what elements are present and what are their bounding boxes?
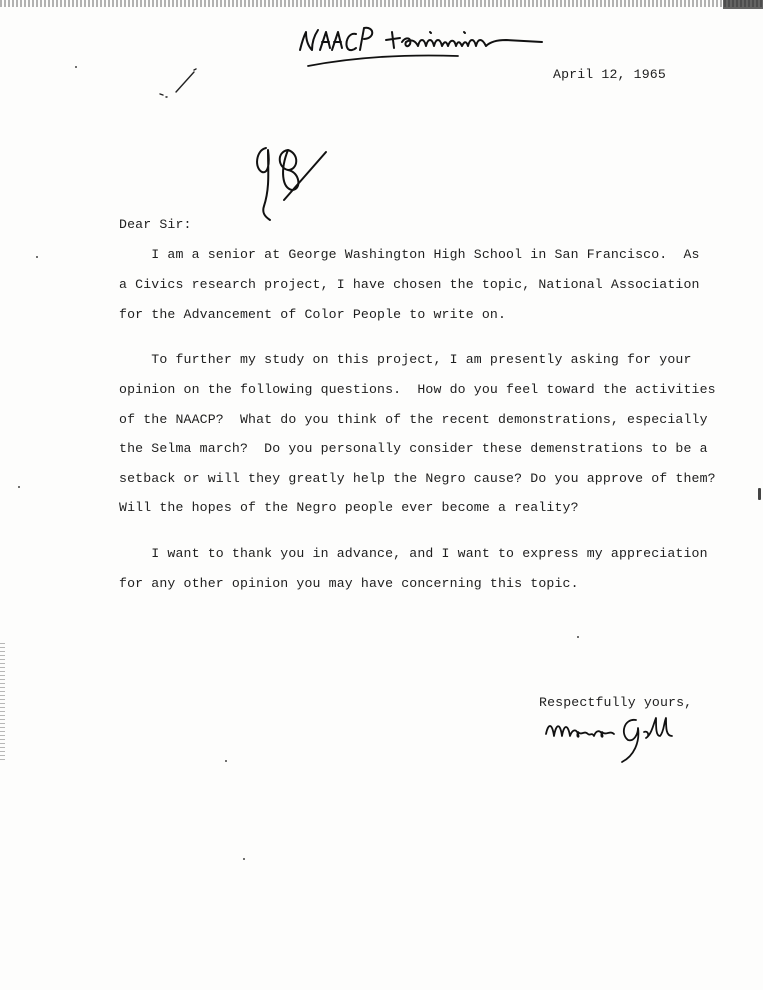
scan-speck bbox=[18, 486, 20, 488]
paragraph-2-line-5: setback or will they greatly help the Negro cause? Do you approve of them? bbox=[119, 471, 716, 486]
paragraph-2-line-4: the Selma march? Do you personally consider these demenstrations to be a bbox=[119, 441, 708, 456]
paragraph-2-line-6: Will the hopes of the Negro people ever become a reality? bbox=[119, 500, 579, 515]
paragraph-1-line-3: for the Advancement of Color People to write on. bbox=[119, 307, 507, 322]
paragraph-1-line-1: I am a senior at George Washington High School in San Francisco. As bbox=[119, 247, 700, 262]
paragraph-3-line-1: I want to thank you in advance, and I want to express my appreciation bbox=[119, 546, 708, 561]
closing: Respectfully yours, bbox=[539, 695, 693, 710]
scan-speck bbox=[243, 858, 245, 860]
letter-date: April 12, 1965 bbox=[553, 67, 666, 82]
pen-mark bbox=[156, 64, 206, 104]
paragraph-2-line-1: To further my study on this project, I am presently asking for your bbox=[119, 352, 692, 367]
paragraph-3-line-2: for any other opinion you may have concerning this topic. bbox=[119, 576, 579, 591]
paragraph-2-line-3: of the NAACP? What do you think of the recent demonstrations, especially bbox=[119, 412, 708, 427]
paragraph-2-line-2: opinion on the following questions. How do you feel toward the activities bbox=[119, 382, 716, 397]
signature bbox=[540, 712, 690, 768]
scan-edge-corner bbox=[723, 0, 763, 9]
scan-speck bbox=[577, 636, 579, 638]
scan-speck bbox=[75, 66, 77, 68]
salutation: Dear Sir: bbox=[119, 217, 192, 232]
paragraph-1-line-2: a Civics research project, I have chosen the topic, National Association bbox=[119, 277, 700, 292]
scan-speck bbox=[758, 488, 761, 500]
handwritten-margin-mark bbox=[248, 140, 338, 225]
scan-edge-left bbox=[0, 640, 5, 760]
scan-speck bbox=[225, 760, 227, 762]
handwritten-header-note bbox=[290, 20, 560, 80]
scan-speck bbox=[36, 256, 38, 258]
scan-edge-top bbox=[0, 0, 763, 7]
